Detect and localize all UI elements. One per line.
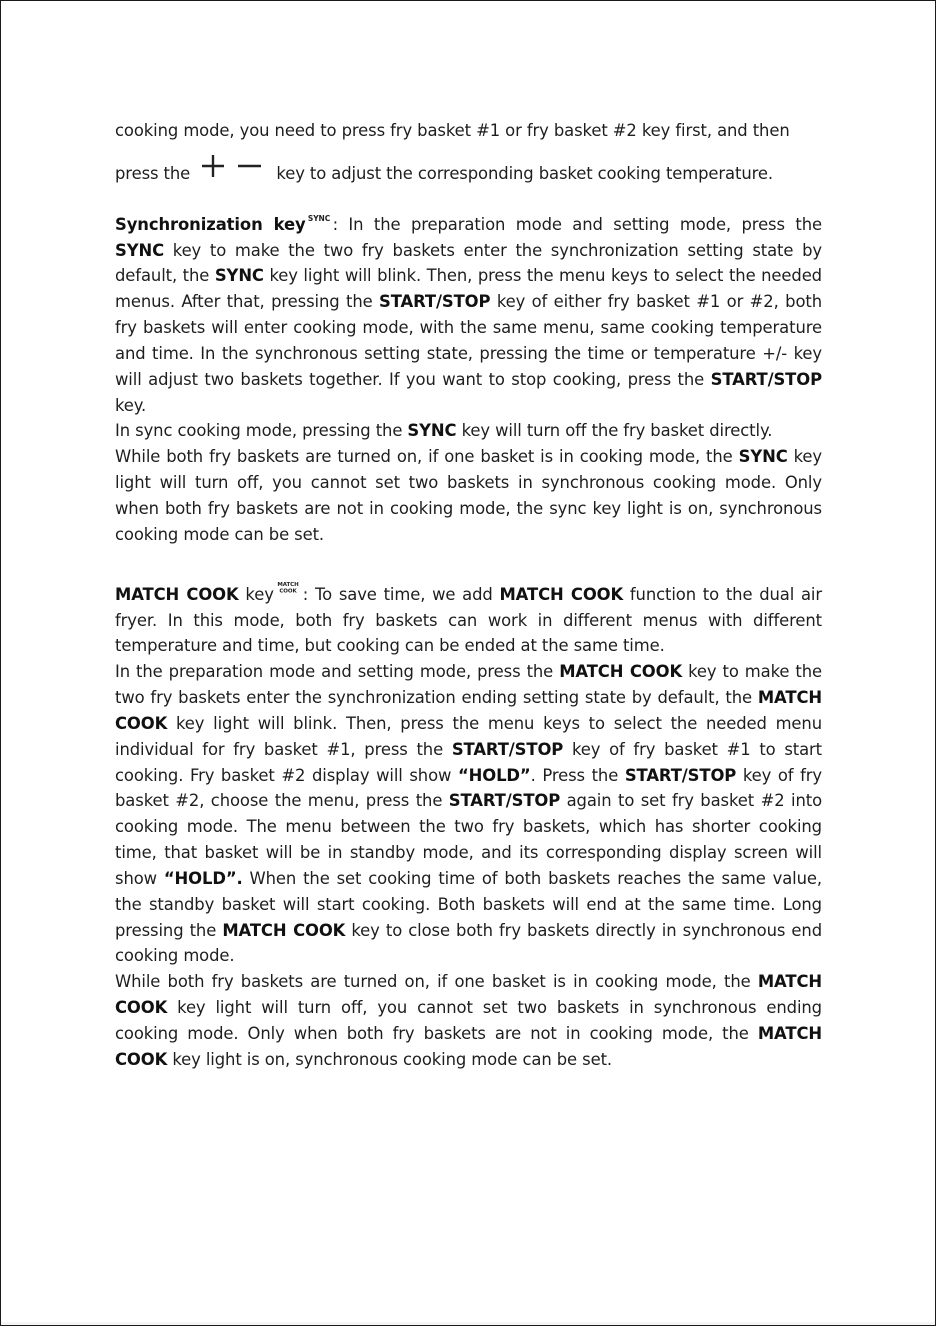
intro-text-a: press the [115,163,191,183]
match-cook-key-icon [275,581,301,593]
sync-key-icon [307,213,331,223]
plus-minus-icon [199,152,265,182]
sync-paragraph-1: Synchronization key SYNC : In the preparation mode and setting mode, press the SYNC key to make the two fry baskets enter the synchronization setting state by default, the SYNC key light will blink. Then, press the menu keys to select the needed menus. After that, pressing the START/STOP key of either fry basket #1 or #2, both fry baskets will enter cooking mode, with the same menu, same cooking temperature and time. In the synchronous setting state, pressing the time or temperature +/- key will adjust two baskets together. If you want to stop cooking, press the START/STOP key. [115,213,822,415]
match-paragraph-1: MATCH COOK key MATCH COOK : To save time, we add MATCH COOK function to the dual air fryer. In this mode, both fry baskets can work in different menus with different temperature and time, but cooking can be ended at the same time. [115,581,823,656]
intro-line-1: cooking mode, you need to press fry basket #1 or fry basket #2 key first, and then [115,121,790,140]
sync-paragraph-3: While both fry baskets are turned on, if one basket is in cooking mode, the SYNC key light will turn off, you cannot set two baskets in synchronous cooking mode. Only when both fry baskets are not in cooking mode, the sync key light is on, synchronous cooking mode can be set. [115,447,822,544]
sync-title: Synchronization key [115,214,306,234]
match-icon-label-bottom: COOK [279,588,297,593]
match-paragraph-3: While both fry baskets are turned on, if one basket is in cooking mode, the MATCH COOK key light will turn off, you cannot set two baskets in synchronous ending cooking mode. Only when both fry baskets are not in cooking mode, the MATCH COOK key light is on, synchronous cooking mode can be set. [115,972,822,1069]
intro-line-2 [115,152,822,187]
intro-text-b: key to adjust the corresponding basket cooking temperature. [276,163,773,183]
match-icon-label-top: MATCH [277,581,299,588]
match-title: MATCH COOK [115,584,239,604]
sync-key-icon-label: SYNC [307,213,330,223]
page-bottom-edge [1,1322,935,1325]
match-paragraph-2: In the preparation mode and setting mode, press the MATCH COOK key to make the two fry baskets enter the synchronization ending setting state by default, the MATCH COOK key light will blink. Then, press the menu keys to select the needed menu individual for fry basket #1, press the START/STOP key of fry basket #1 to start cooking. Fry basket #2 display will show “HOLD”. Press the START/STOP key of fry basket #2, choose the menu, press the START/STOP again to set fry basket #2 into cooking mode. The menu between the two fry baskets, which has shorter cooking time, that basket will be in standby mode, and its corresponding display screen will show “HOLD”. When the set cooking time of both baskets reaches the same value, the standby basket will start cooking. Both baskets will end at the same time. Long pressing the MATCH COOK key to close both fry baskets directly in synchronous end cooking mode. [115,662,823,966]
page-content [115,118,822,1073]
sync-paragraph-2: In sync cooking mode, pressing the SYNC key will turn off the fry basket directly. [115,421,773,441]
